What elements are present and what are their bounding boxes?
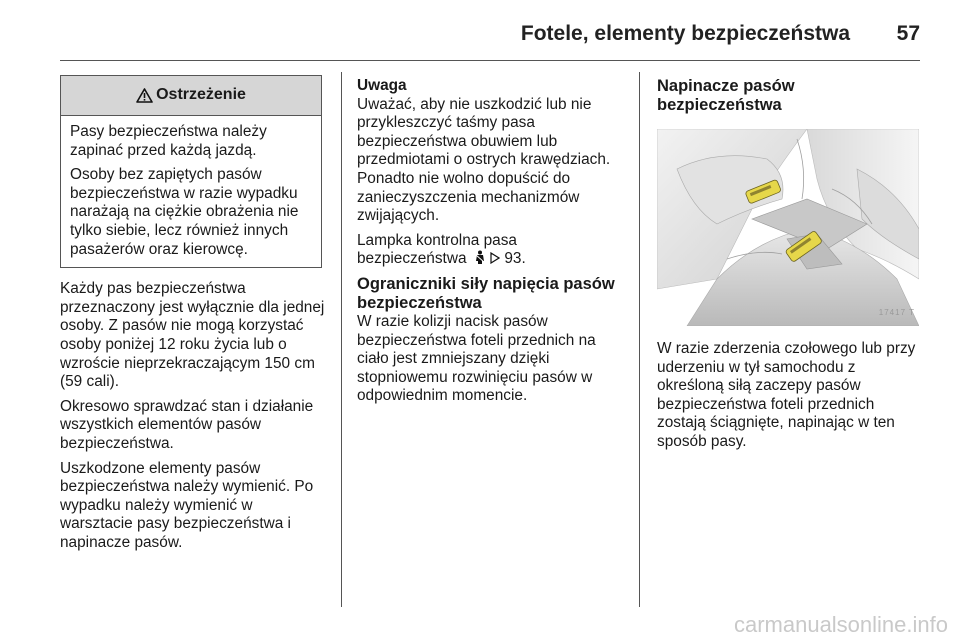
page-title: Fotele, elementy bezpieczeństwa <box>520 22 850 45</box>
lamp-page-ref: 93. <box>504 250 526 268</box>
section-title-load-limiters: Ograniczniki siły napięcia pasów bezpieczeństwa <box>357 274 615 312</box>
note-title: Uwaga <box>357 77 407 94</box>
watermark: carmanualsonline.info <box>733 612 948 637</box>
pretensioner-illustration <box>657 129 919 326</box>
column-divider-1 <box>341 72 342 607</box>
page-number: 57 <box>896 22 920 45</box>
header-rule <box>60 60 920 61</box>
body-paragraph: Uszkodzone elementy pasów bezpieczeństwa należy wymienić. Po wypadku należy wymienić w warsztacie pasy bezpieczeństwa i napinacze pasów. <box>60 459 314 551</box>
warning-box <box>60 75 322 268</box>
page-header <box>60 20 920 60</box>
section-text-load-limiters: W razie kolizji nacisk pasów bezpieczeństwa foteli przednich na ciało jest zmniejszany dzięki stopniowemu rozwinięciu pasów w odpowiednim momencie. <box>357 312 596 405</box>
section-title-pretensioners: Napinacze pasów bezpieczeństwa <box>657 77 795 114</box>
warning-header <box>61 76 321 116</box>
section-text-pretensioners: W razie zderzenia czołowego lub przy uderzeniu w tył samochodu z określoną siłą zaczepy pasów bezpieczeństwa foteli przednich zostają ściągnięte, napinając w ten sposób pasy. <box>657 340 916 450</box>
body-paragraph: Okresowo sprawdzać stan i działanie wszystkich elementów pasów bezpieczeństwa. <box>60 397 314 452</box>
column-2 <box>357 77 623 412</box>
lamp-paragraph <box>357 232 623 269</box>
warning-title: Ostrzeżenie <box>156 86 246 104</box>
seat-buckle-drawing <box>657 129 919 326</box>
seatbelt-warning-icon <box>474 250 486 265</box>
column-1 <box>60 75 326 558</box>
figure-id: 17417 T <box>878 308 915 318</box>
page-reference-icon <box>490 252 500 264</box>
lamp-text: Lampka kontrolna pasa bezpieczeństwa <box>357 231 517 268</box>
warning-triangle-icon <box>136 88 153 103</box>
warning-paragraph: Pasy bezpieczeństwa należy zapinać przed każdą jazdą. <box>70 123 267 159</box>
note-text: Uważać, aby nie uszkodzić lub nie przykleszczyć taśmy pasa bezpieczeństwa obuwiem lub przedmiotami o ostrych krawędziach. Ponadto nie wolno dopuścić do zanieczyszczenia mechanizmów zwijających. <box>357 95 611 225</box>
column-divider-2 <box>639 72 640 607</box>
warning-paragraph: Osoby bez zapiętych pasów bezpieczeństwa w razie wypadku narażają na ciężkie obrażenia nie tylko siebie, lecz również innych pasażerów oraz kierowcę. <box>70 166 299 258</box>
body-paragraph: Każdy pas bezpieczeństwa przeznaczony jest wyłącznie dla jednej osoby. Z pasów nie mogą korzystać osoby poniżej 12 roku życia lub o wzroście nieprzekraczającym 150 cm (59 cali). <box>60 280 325 391</box>
warning-body <box>61 116 321 267</box>
column-3 <box>657 77 923 458</box>
